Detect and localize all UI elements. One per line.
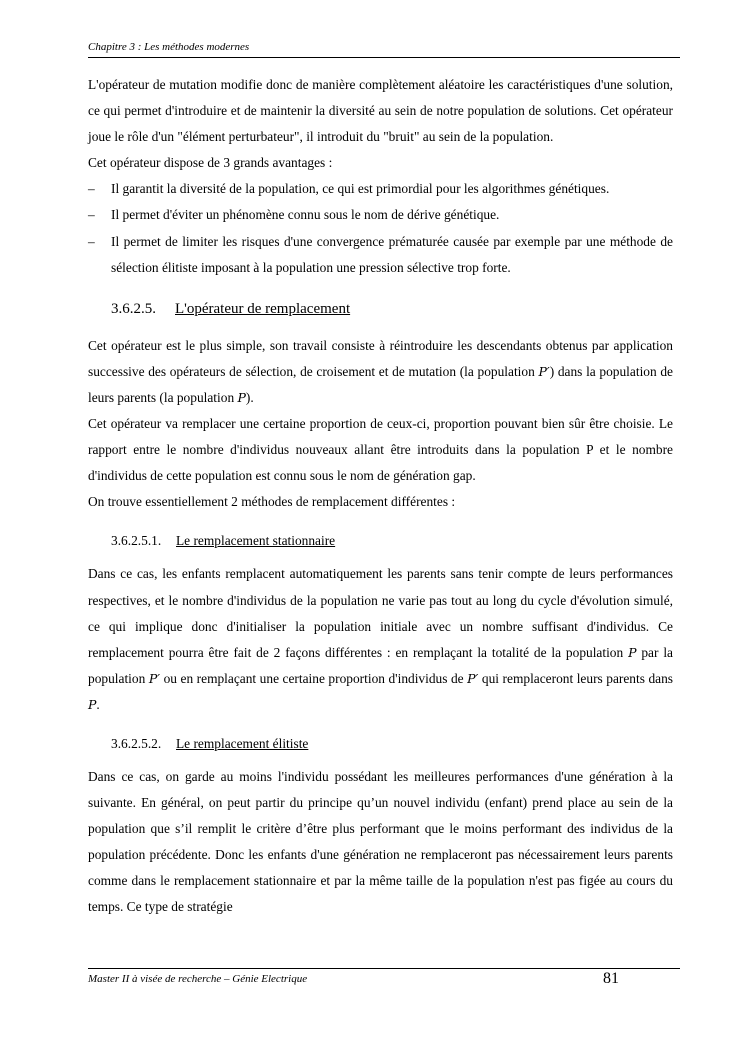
section-heading: [111, 297, 673, 321]
page-body: [88, 72, 673, 921]
paragraph: L'opérateur de mutation modifie donc de manière complètement aléatoire les caractéristiques d'une solution, ce qui permet d'introduire et de maintenir la diversité au sein de notre population de solutions. Cet opérateur joue le rôle d'un "élément perturbateur", il introduit du "bruit" au sein de la population.: [88, 77, 673, 145]
advantages-list: [88, 176, 673, 280]
page-number: 81: [603, 970, 619, 987]
subsection-number: 3.6.2.5.2.: [111, 735, 162, 751]
list-item: – Il permet de limiter les risques d'une convergence prématurée causée par exemple par une méthode de sélection élitiste imposant à la population une pression sélective trop forte.: [88, 229, 673, 281]
subsection-heading: [111, 529, 673, 553]
subsection-heading: [111, 732, 673, 756]
page-footer: [88, 968, 680, 985]
math-symbol: P′: [538, 363, 550, 379]
subsection-title: Le remplacement stationnaire: [176, 533, 336, 549]
subsection-title: Le remplacement élitiste: [176, 735, 309, 751]
page-header: [88, 41, 680, 58]
paragraph: Dans ce cas, les enfants remplacent automatiquement les parents sans tenir compte de leurs performances respectives, et le nombre d'individus de la population ne varie pas tout au long du cycle d'évolution simulé, ce qui implique donc d'initialiser la population initiale avec un nombre suffisant d'individus. Ce remplacement pourra être fait de 2 façons différentes : en remplaçant la totalité de la population P par la population P′ ou en remplaçant une certaine proportion d'individus de P′ qui remplaceront leurs parents dans P.: [88, 566, 674, 712]
paragraph: On trouve essentiellement 2 méthodes de remplacement différentes :: [88, 494, 456, 510]
list-item: – Il permet d'éviter un phénomène connu sous le nom de dérive génétique.: [88, 202, 673, 228]
math-symbol: P: [88, 696, 97, 712]
paragraph: Cet opérateur va remplacer une certaine proportion de ceux-ci, proportion pouvant bien sûr être choisie. Le rapport entre le nombre d'individus nouveaux allant être introduits dans la population P et le nombre d'individus de cette population est connu sous le nom de génération gap.: [88, 416, 673, 484]
bullet-dash: –: [88, 233, 95, 249]
chapter-title: Chapitre 3 : Les méthodes modernes: [88, 41, 250, 53]
math-symbol: P′: [148, 670, 161, 686]
bullet-dash: –: [88, 207, 95, 223]
math-symbol: P: [237, 389, 246, 405]
list-item: – Il garantit la diversité de la population, ce qui est primordial pour les algorithmes génétiques.: [88, 176, 673, 202]
section-number: 3.6.2.5.: [111, 300, 156, 317]
paragraph: Dans ce cas, on garde au moins l'individu possédant les meilleures performances d'une génération à la suivante. En général, on peut partir du principe qu’un nouvel individu (enfant) prend place au sein de la population que s’il remplit le critère d’être plus performant que le moins performant des individus de la population précédente. Donc les enfants d'une génération ne remplaceront pas nécessairement leurs parents comme dans le remplacement stationnaire et par la même taille de la population n'est pas figée au cours du temps. Ce type de stratégie: [88, 768, 673, 915]
paragraph: Cet opérateur dispose de 3 grands avantages :: [88, 155, 333, 171]
math-symbol: P′: [467, 670, 479, 686]
footer-text: Master II à visée de recherche – Génie Electrique: [88, 973, 308, 985]
paragraph: Cet opérateur est le plus simple, son travail consiste à réintroduire les descendants obtenus par application successive des opérateurs de sélection, de croisement et de mutation (la population P′) dans la population de leurs parents (la population P).: [88, 337, 673, 405]
math-symbol: P: [628, 644, 637, 660]
subsection-number: 3.6.2.5.1.: [111, 533, 162, 549]
section-title: L'opérateur de remplacement: [175, 300, 351, 317]
bullet-dash: –: [88, 181, 95, 197]
